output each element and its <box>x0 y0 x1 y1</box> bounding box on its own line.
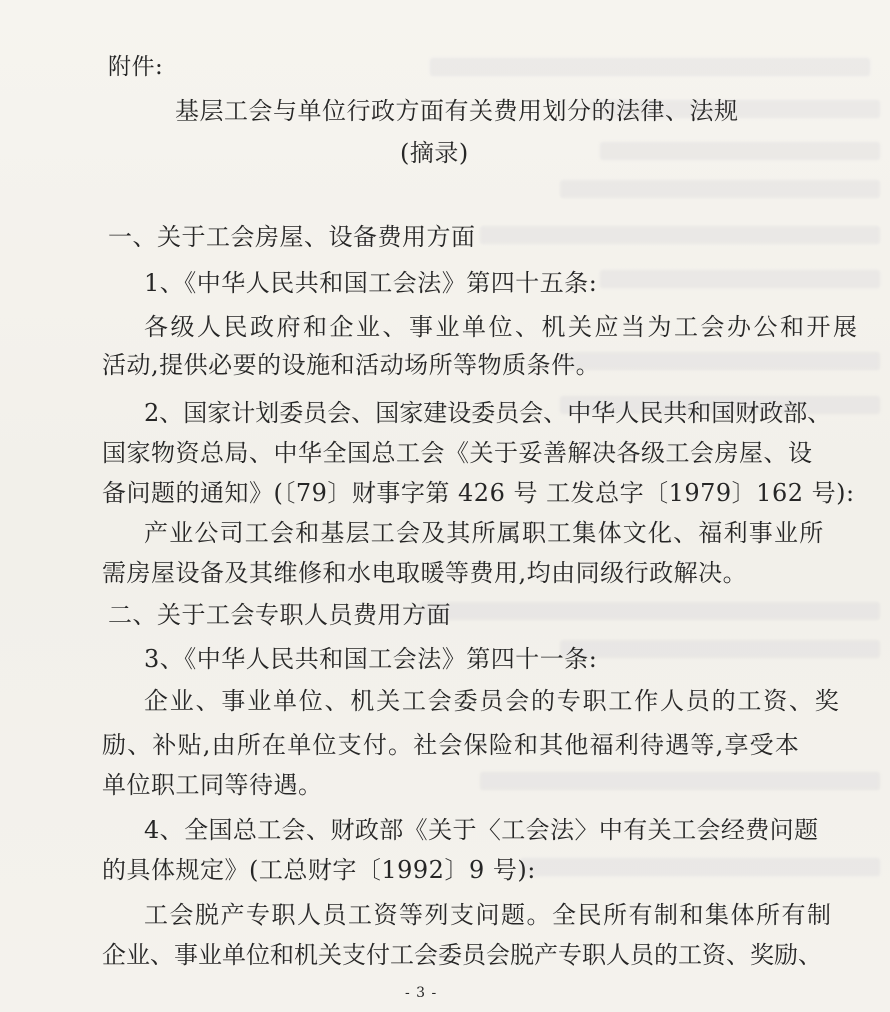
article-reference: 备问题的通知》(〔79〕财事字第 426 号 工发总字〔1979〕162 号): <box>102 479 855 507</box>
bleed-through-mark <box>560 352 880 370</box>
article-reference: 国家物资总局、中华全国总工会《关于妥善解决各级工会房屋、设 <box>102 439 813 467</box>
document-subtitle: (摘录) <box>400 139 469 167</box>
paragraph-line: 活动,提供必要的设施和活动场所等物质条件。 <box>102 351 601 379</box>
attachment-label: 附件: <box>108 54 164 80</box>
article-reference: 2、国家计划委员会、国家建设委员会、中华人民共和国财政部、 <box>144 399 832 427</box>
bleed-through-mark <box>480 226 880 244</box>
page-number: - 3 - <box>405 985 438 1001</box>
section-heading: 二、关于工会专职人员费用方面 <box>108 601 451 629</box>
paragraph-line: 企业、事业单位和机关支付工会委员会脱产专职人员的工资、奖励、 <box>102 941 822 969</box>
paragraph-line: 各级人民政府和企业、事业单位、机关应当为工会办公和开展 <box>144 313 860 341</box>
paragraph-line: 产业公司工会和基层工会及其所属职工集体文化、福利事业所 <box>144 519 825 547</box>
paragraph-line: 励、补贴,由所在单位支付。社会保险和其他福利待遇等,享受本 <box>102 731 801 759</box>
bleed-through-mark <box>420 602 880 620</box>
bleed-through-mark <box>560 180 880 198</box>
article-reference: 3、《中华人民共和国工会法》第四十一条: <box>144 645 598 673</box>
paragraph-line: 工会脱产专职人员工资等列支问题。全民所有制和集体所有制 <box>144 901 833 929</box>
section-heading: 一、关于工会房屋、设备费用方面 <box>108 223 476 251</box>
article-reference: 的具体规定》(工总财字〔1992〕9 号): <box>102 856 536 884</box>
article-reference: 4、全国总工会、财政部《关于〈工会法〉中有关工会经费问题 <box>144 816 819 844</box>
paragraph-line: 单位职工同等待遇。 <box>102 771 323 799</box>
article-reference: 1、《中华人民共和国工会法》第四十五条: <box>144 269 598 297</box>
bleed-through-mark <box>480 772 880 790</box>
document-title: 基层工会与单位行政方面有关费用划分的法律、法规 <box>175 97 739 125</box>
bleed-through-mark <box>600 142 880 160</box>
bleed-through-mark <box>560 640 880 658</box>
bleed-through-mark <box>600 270 880 288</box>
paragraph-line: 企业、事业单位、机关工会委员会的专职工作人员的工资、奖 <box>144 687 841 715</box>
paragraph-line: 需房屋设备及其维修和水电取暖等费用,均由同级行政解决。 <box>102 559 748 587</box>
bleed-through-mark <box>520 858 880 876</box>
bleed-through-mark <box>430 58 870 76</box>
